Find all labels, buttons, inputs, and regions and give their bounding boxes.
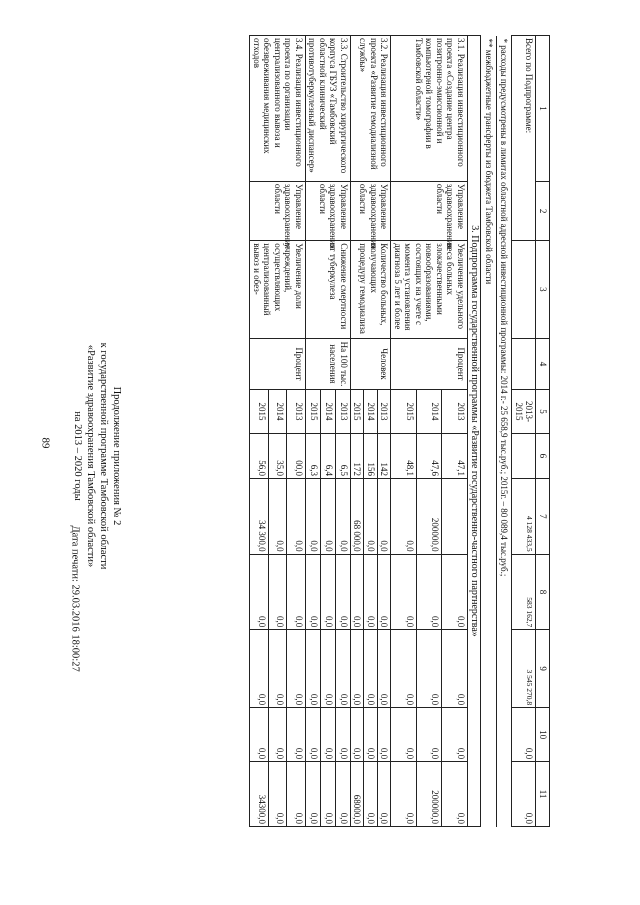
total-c11: 0,0 [512,762,536,827]
table-cell: 0,0 [378,762,392,827]
table-cell: 2014 [417,390,443,433]
table-cell: 2013 [442,390,468,433]
table-cell: 0,0 [442,708,468,762]
table-row [378,36,392,827]
table-cell: 0,0 [391,554,417,630]
table-cell: 0,0 [269,630,288,708]
table-cell: 0,0 [269,762,288,827]
table-cell: 156 [364,433,378,478]
table-cell: 0,0 [364,708,378,762]
table-cell: 0,0 [417,554,443,630]
table-cell: 200000,0 [417,479,443,555]
table-cell: 47,6 [417,433,443,478]
table-cell: 0,0 [351,630,365,708]
table-cell: 0,0 [364,554,378,630]
table-cell: 0,0 [378,708,392,762]
table-row [336,36,351,827]
total-c9: 3 545 270,8 [512,630,536,708]
table-cell: 68 000,0 [351,479,365,555]
table-cell: Управление здравоохранения области [351,181,392,240]
table-cell: 0,0 [336,554,351,630]
program-table [250,35,551,827]
table-cell: 0,0 [321,708,336,762]
table-cell: 0,0 [391,762,417,827]
table-cell: 0,0 [306,762,321,827]
total-c10: 0,0 [512,708,536,762]
table-cell: 3.1. Реализация инвестиционного проекта «Создание центра позитронно-эмиссионной и компьютерной томографии в Тамбовской области» [391,36,468,182]
column-number: 9 [536,630,550,708]
column-number: 5 [536,390,550,433]
table-cell: 2015 [250,390,269,433]
table-cell: 47,1 [442,433,468,478]
table-cell: 0,0 [351,708,365,762]
table-cell: 0,0 [269,708,288,762]
column-numbers-row [536,36,550,827]
table-cell: 0,0 [287,554,306,630]
table-cell: 34300,0 [250,762,269,827]
table-cell: 2015 [351,390,365,433]
table-cell: 0,0 [364,762,378,827]
table-cell: Управление здравоохранения области [306,181,351,240]
table-cell: 0,0 [250,708,269,762]
table-cell: 3.2. Реализация инвестиционного проекта «Развитие гемодиализной службы» [351,36,392,182]
table-cell: 0,0 [417,708,443,762]
table-cell: 2013 [336,390,351,433]
footnote-row [481,36,497,827]
footnote-1: * расходы предусмотрены в лимитах областной адресной инвестиционной программы: 2014 г.- 25 658,9 тыс.руб.; 2015г. – 80 089,4 тыс.руб.; [497,36,513,827]
column-number: 1 [536,36,550,182]
table-cell: 0,0 [287,630,306,708]
column-number: 2 [536,181,550,240]
table-cell: 0,0 [336,762,351,827]
column-number: 7 [536,479,550,555]
total-label: Всего по Подпрограмме: [512,36,536,241]
table-cell: 0,0 [336,708,351,762]
table-cell: 2013 [378,390,392,433]
table-cell: 0,0 [336,630,351,708]
header-line-2: к государственной программе Тамбовской области [98,342,109,570]
table-cell: 0,0 [442,630,468,708]
column-number: 11 [536,762,550,827]
table-cell [442,479,468,555]
table-cell: 35,0 [269,433,288,478]
table-cell: 0,0 [287,708,306,762]
header-line-1: Продолжение приложения № 2 [111,386,122,526]
table-cell: Человек [351,338,392,390]
table-cell: 0,0 [306,708,321,762]
table-cell: 3.3. Строительство хирургического корпуса ГБУЗ «Тамбовский областной клинический противотуберкулезный диспансер» [306,36,351,182]
table-cell: 0,0 [321,762,336,827]
table-cell: 6,5 [336,433,351,478]
table-cell: На 100 тыс. населения [306,338,351,390]
table-cell: 0,0 [321,479,336,555]
column-number: 6 [536,433,550,478]
table-cell: Управление здравоохранения области [250,181,306,240]
table-cell: 6,3 [306,433,321,478]
page-number: 89 [39,437,52,449]
table-cell: 68000,0 [351,762,365,827]
table-cell: 0,0 [391,708,417,762]
total-year: 2013-2015 [512,390,536,433]
header-line-3: «Развитие здравоохранения Тамбовской области» [85,344,96,568]
table-cell: 0,0 [306,630,321,708]
table-cell: 0,0 [250,630,269,708]
table-cell: 56,0 [250,433,269,478]
table-cell: 0,0 [378,554,392,630]
column-number: 3 [536,241,550,338]
table-row [442,36,468,827]
total-row [512,36,536,827]
table-cell: 0,0 [442,762,468,827]
table-cell: 0,0 [287,479,306,555]
table-cell: 2015 [391,390,417,433]
table-cell: 0,0 [306,554,321,630]
table-row [287,36,306,827]
table-cell: 0,0 [269,479,288,555]
table-cell: 0,0 [364,630,378,708]
table-cell: Управление здравоохранения области [391,181,468,240]
table-cell: 6,4 [321,433,336,478]
table-cell: 2014 [364,390,378,433]
print-date: Дата печати: 29.03.2016 18:00:27 [69,525,81,672]
table-cell: 34 300,0 [250,479,269,555]
table-cell: Увеличение доли учреждений, осуществляющих централизованный вывоз и обез- [250,241,306,338]
table-cell: 2013 [287,390,306,433]
table-cell: 0,0 [364,479,378,555]
table-cell: Количество больных, получающих процедуру гемодиализа [351,241,392,338]
section-row [468,36,482,827]
table-cell: 0,0 [378,630,392,708]
total-c7: 4 128 433,5 [512,479,536,555]
table-cell: Процент [391,338,468,390]
table-cell: 0,0 [351,554,365,630]
table-cell: 0,0 [321,554,336,630]
table-cell: 3.4. Реализация инвестиционного проекта по организации централизованного вывоза и обезвреживания медицинских отходов [250,36,306,182]
table-cell: 00,0 [287,433,306,478]
table-cell: 200000,0 [417,762,443,827]
table-cell: 0,0 [269,554,288,630]
table-cell: 0,0 [336,479,351,555]
table-cell: 2014 [321,390,336,433]
table-cell: 0,0 [417,630,443,708]
table-cell: 48,1 [391,433,417,478]
table-cell: 142 [378,433,392,478]
column-number: 8 [536,554,550,630]
table-cell: 172 [351,433,365,478]
table-cell: 0,0 [391,479,417,555]
column-number: 10 [536,708,550,762]
table-cell: 0,0 [250,554,269,630]
table-cell: 0,0 [287,762,306,827]
total-c8: 583 162,7 [512,554,536,630]
column-number: 4 [536,338,550,390]
table-cell: Снижение смертности от туберкулеза [306,241,351,338]
footnote-2: ** межбюджетные трансферты из бюджета Тамбовской области [481,36,497,827]
rotated-table-container [109,35,550,827]
table-body [250,36,468,827]
table-cell: 0,0 [391,630,417,708]
section-title: 3. Подпрограмма государственной программы «Развитие государственно-частного партнерства» [468,36,482,827]
header-line-4: на 2013 – 2020 годы [72,411,83,501]
table-cell: 2015 [306,390,321,433]
table-cell: 0,0 [321,630,336,708]
table-cell: 2014 [269,390,288,433]
footnote-row [497,36,513,827]
table-cell: Процент [250,338,306,390]
table-cell: 0,0 [378,479,392,555]
table-cell: 0,0 [442,554,468,630]
table-cell: Увеличение удельного веса больных злокачественными новообразованиями, состоящих на учете с момента установления диагноза 5 лет и более [391,241,468,338]
table-cell: 0,0 [306,479,321,555]
